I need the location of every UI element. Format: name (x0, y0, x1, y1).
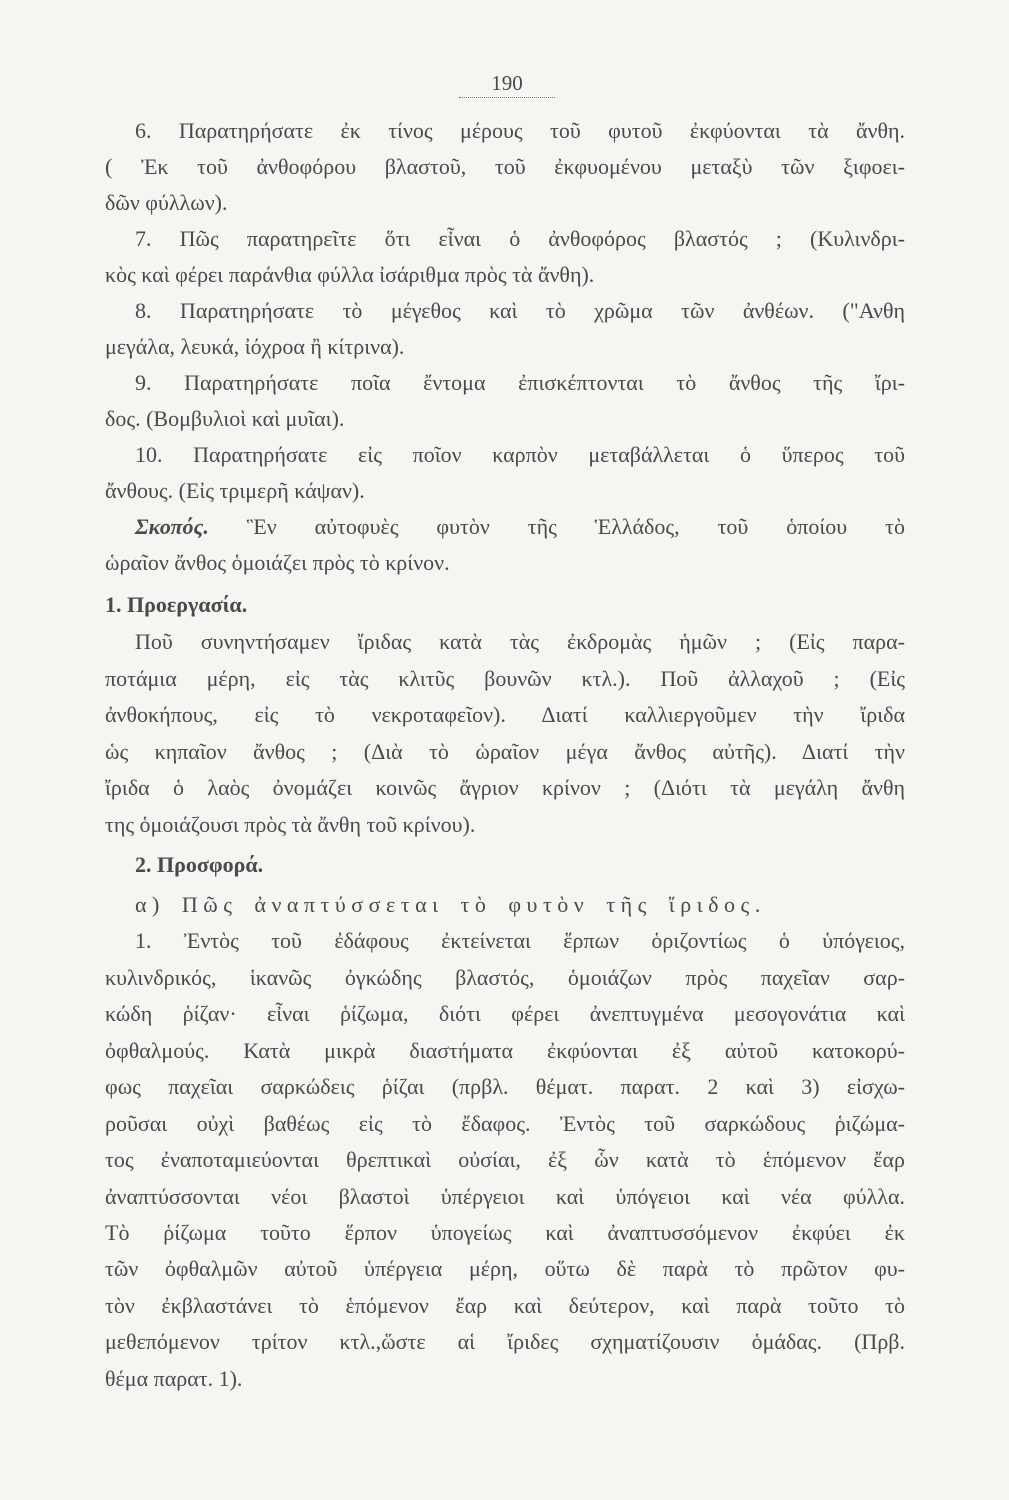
line-text: φως παχεῖαι σαρκώδεις ῥίζαι (πρβλ. θέματ. παρατ. 2 καὶ 3) εἰσχω- (105, 1074, 905, 1099)
text-line (135, 927, 905, 955)
text-line (105, 701, 905, 729)
line-text: τος ἐναποταμιεύονται θρεπτικαὶ οὐσίαι, ἐξ ὧν κατὰ τὸ ἑπόμενον ἔαρ (105, 1147, 905, 1172)
line-text: ἀνθοκήπους, εἰς τὸ νεκροταφεῖον). Διατί καλλιεργοῦμεν τὴν ἴριδα (105, 702, 905, 727)
line-text: ἀναπτύσσονται νέοι βλαστοὶ ὑπέργειοι καὶ ὑπόγειοι καὶ νέα φύλλα. (105, 1184, 905, 1209)
line-text: 6. Παρατηρήσατε ἐκ τίνος μέρους τοῦ φυτοῦ ἐκφύονται τὰ ἄνθη. (135, 118, 905, 143)
text-line (105, 1292, 905, 1320)
line-text: τῶν ὀφθαλμῶν αὐτοῦ ὑπέργεια μέρη, οὕτω δὲ παρὰ τὸ πρῶτον φυ- (105, 1256, 905, 1281)
line-text: Ἓν αὐτοφυὲς φυτὸν τῆς Ἑλλάδος, τοῦ ὁποίου τὸ (208, 514, 905, 539)
text-line (105, 964, 905, 992)
text-line (135, 225, 905, 253)
section-heading (105, 591, 905, 619)
text-line (105, 774, 905, 802)
text-line (105, 811, 905, 839)
line-text: ποτάμια μέρη, εἰς τὰς κλιτῦς βουνῶν κτλ.). Ποῦ ἀλλαχοῦ ; (Εἰς (105, 666, 905, 691)
line-text: ( Ἐκ τοῦ ἀνθοφόρου βλαστοῦ, τοῦ ἐκφυομένου μεταξὺ τῶν ξιφοει- (105, 154, 905, 179)
line-text: κὸς καὶ φέρει παράνθια φύλλα ἰσάριθμα πρὸς τὰ ἄνθη). (105, 262, 595, 287)
text-line (105, 1183, 905, 1211)
line-text: κυλινδρικός, ἱκανῶς ὀγκώδης βλαστός, ὁμοιάζων πρὸς παχεῖαν σαρ- (105, 965, 905, 990)
section-heading (135, 851, 905, 879)
line-text: 9. Παρατηρήσατε ποῖα ἔντομα ἐπισκέπτονται τὸ ἄνθος τῆς ἴρι- (135, 370, 905, 395)
line-text: 8. Παρατηρήσατε τὸ μέγεθος καὶ τὸ χρῶμα τῶν ἀνθέων. ("Ανθη (135, 298, 905, 323)
page-number: 190 (491, 71, 523, 95)
text-line (105, 1219, 905, 1247)
text-line (105, 261, 905, 289)
line-text: της ὁμοιάζουσι πρὸς τὰ ἄνθη τοῦ κρίνου). (105, 812, 476, 837)
line-text: ἴριδα ὁ λαὸς ὀνομάζει κοινῶς ἄγριον κρίνον ; (Διότι τὰ μεγάλη ἄνθη (105, 775, 905, 800)
line-text: 10. Παρατηρήσατε εἰς ποῖον καρπὸν μεταβάλλεται ὁ ὕπερος τοῦ (135, 442, 905, 467)
text-line (105, 1110, 905, 1138)
text-line (105, 189, 905, 217)
text-line (135, 891, 905, 919)
text-line (105, 477, 905, 505)
text-line (105, 1146, 905, 1174)
line-text: ὡραῖον ἄνθος ὁμοιάζει πρὸς τὸ κρίνον. (105, 550, 450, 575)
line-text: 7. Πῶς παρατηρεῖτε ὅτι εἶναι ὁ ἀνθοφόρος βλαστός ; (Κυλινδρι- (135, 226, 905, 251)
line-text: τὸν ἐκβλαστάνει τὸ ἑπόμενον ἔαρ καὶ δεύτερον, καὶ παρὰ τοῦτο τὸ (105, 1293, 905, 1318)
line-text: ἄνθους. (Εἰς τριμερῆ κάψαν). (105, 478, 365, 503)
text-line (105, 1073, 905, 1101)
line-text: μεθεπόμενον τρίτον κτλ.,ὥστε αἱ ἴριδες σχηματίζουσιν ὁμάδας. (Πρβ. (105, 1329, 905, 1354)
line-text: α) Πῶς ἀναπτύσσεται τὸ φυτὸν τῆς ἴριδος. (135, 892, 766, 917)
text-line (105, 1255, 905, 1283)
text-line (135, 513, 905, 541)
text-line (135, 297, 905, 325)
line-text: κώδη ῥίζαν· εἶναι ῥίζωμα, διότι φέρει ἀνεπτυγμένα μεσογονάτια καὶ (105, 1001, 905, 1026)
text-line (135, 369, 905, 397)
lead-term: Σκοπός. (135, 514, 209, 539)
line-text: Τὸ ῥίζωμα τοῦτο ἕρπον ὑπογείως καὶ ἀναπτυσσόμενον ἐκφύει ἐκ (105, 1220, 905, 1245)
line-text: ὀφθαλμούς. Κατὰ μικρὰ διαστήματα ἐκφύονται ἐξ αὐτοῦ κατοκορύ- (105, 1038, 905, 1063)
text-line (105, 405, 905, 433)
line-text: δῶν φύλλων). (105, 190, 228, 215)
text-line (105, 738, 905, 766)
line-text: ροῦσαι οὐχὶ βαθέως εἰς τὸ ἔδαφος. Ἐντὸς τοῦ σαρκώδους ῥιζώμα- (105, 1111, 905, 1136)
line-text: 2. Προσφορά. (135, 852, 264, 877)
text-line (105, 1365, 905, 1393)
line-text: ὡς κηπαῖον ἄνθος ; (Διὰ τὸ ὡραῖον μέγα ἄνθος αὐτῆς). Διατί τὴν (105, 739, 905, 764)
text-line (105, 665, 905, 693)
line-text: μεγάλα, λευκά, ἰόχροα ἢ κίτρινα). (105, 334, 405, 359)
page-number-rule (459, 97, 555, 98)
line-text: θέμα παρατ. 1). (105, 1366, 243, 1391)
text-line (105, 1037, 905, 1065)
line-text: Ποῦ συνηντήσαμεν ἴριδας κατὰ τὰς ἐκδρομὰς ἡμῶν ; (Εἰς παρα- (135, 629, 905, 654)
line-text: 1. Προεργασία. (105, 592, 248, 617)
text-line (105, 153, 905, 181)
text-line (105, 549, 905, 577)
line-text: 1. Ἐντὸς τοῦ ἐδάφους ἐκτείνεται ἕρπων ὁριζοντίως ὁ ὑπόγειος, (135, 928, 905, 953)
text-line (105, 1328, 905, 1356)
text-line (105, 1000, 905, 1028)
text-line (105, 333, 905, 361)
line-text: δος. (Βομβυλιοὶ καὶ μυῖαι). (105, 406, 345, 431)
text-line (135, 441, 905, 469)
text-line (135, 628, 905, 656)
text-line (135, 117, 905, 145)
